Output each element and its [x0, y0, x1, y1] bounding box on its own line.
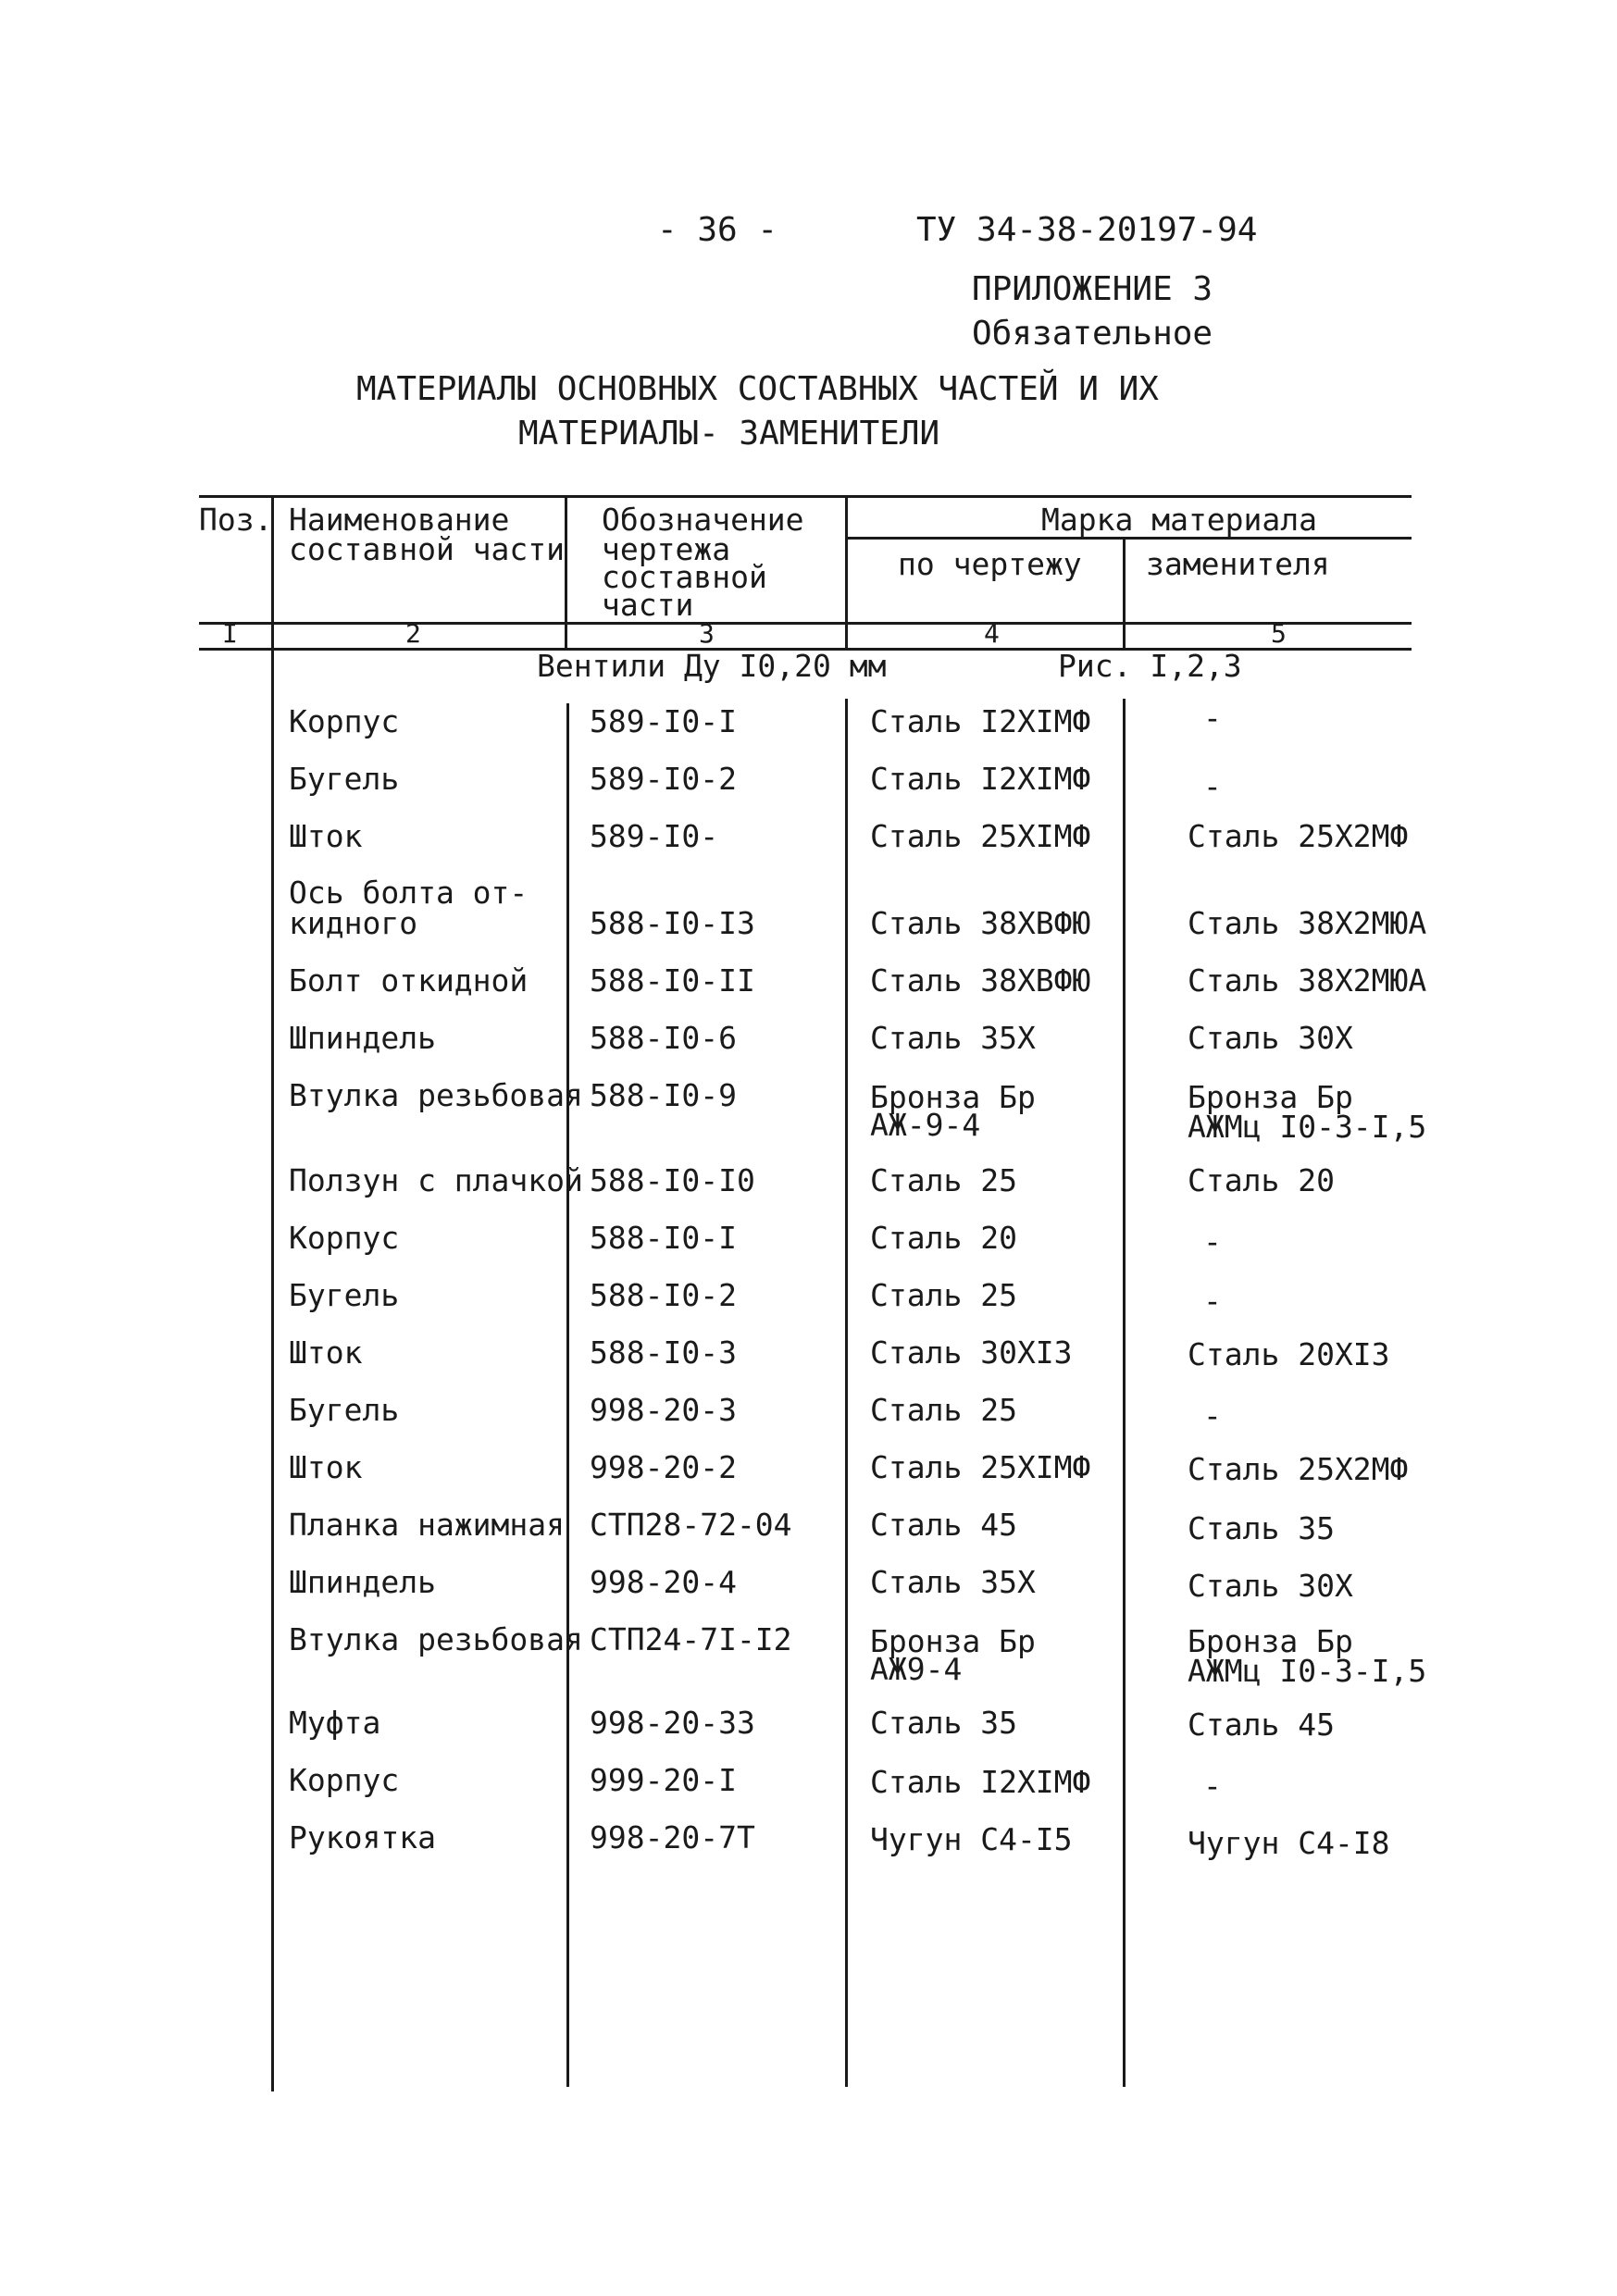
col-divider-3: [845, 699, 848, 2087]
col-number-5: 5: [1271, 618, 1287, 649]
appendix-status: Обязательное: [972, 315, 1213, 353]
row-2-substitute: -: [1203, 768, 1222, 804]
row-14-name: Планка нажимная: [289, 1507, 566, 1543]
row-13-material: Сталь 25XIМФ: [870, 1449, 1091, 1485]
header-by-drawing: по чертежу: [898, 546, 1082, 582]
row-7-name: Втулка резьбовая: [289, 1077, 583, 1113]
col-divider-4-header: [1123, 537, 1126, 648]
row-2-drawing: 589-I0-2: [590, 761, 737, 797]
row-17-substitute: Сталь 45: [1188, 1706, 1335, 1743]
appendix-label: ПРИЛОЖЕНИЕ 3: [972, 270, 1213, 308]
row-8-material: Сталь 25: [870, 1162, 1017, 1198]
title-line-2: МАТЕРИАЛЫ- ЗАМЕНИТЕЛИ: [518, 415, 940, 453]
header-bottom-border: [199, 622, 1412, 625]
row-4-name: Ось болта от-: [289, 875, 529, 911]
row-4-material: Сталь 38ХВФЮ: [870, 905, 1091, 941]
header-drawing-line-4: части: [602, 587, 694, 623]
page-number: - 36 -: [657, 211, 778, 249]
row-11-material: Сталь 30XI3: [870, 1334, 1073, 1371]
row-8-substitute: Сталь 20: [1188, 1162, 1335, 1198]
title-line-1: МАТЕРИАЛЫ ОСНОВНЫХ СОСТАВНЫХ ЧАСТЕЙ И ИХ: [356, 370, 1159, 408]
row-3-substitute: Сталь 25X2МФ: [1188, 818, 1409, 854]
row-16-substitute-continued: АЖМц I0-3-I,5: [1188, 1653, 1427, 1689]
row-6-material: Сталь 35Х: [870, 1020, 1036, 1056]
row-18-name: Корпус: [289, 1762, 400, 1798]
row-11-drawing: 588-I0-3: [590, 1334, 737, 1371]
header-name-line-1: Наименование: [289, 502, 510, 538]
col-number-3: 3: [699, 618, 715, 649]
row-19-name: Рукоятка: [289, 1819, 436, 1855]
row-10-material: Сталь 25: [870, 1277, 1017, 1313]
row-15-material: Сталь 35Х: [870, 1564, 1036, 1600]
header-name-line-2: составной части: [289, 531, 566, 567]
col-divider-4: [1123, 699, 1126, 2087]
row-11-substitute: Сталь 20XI3: [1188, 1336, 1390, 1372]
col-divider-2-header: [565, 495, 567, 648]
row-4-substitute: Сталь 38Х2МЮА: [1188, 905, 1427, 941]
row-10-name: Бугель: [289, 1277, 400, 1313]
header-drawing-line-2: чертежа: [602, 531, 731, 567]
row-13-drawing: 998-20-2: [590, 1449, 737, 1485]
col-divider-3-header: [845, 495, 848, 648]
row-9-drawing: 588-I0-I: [590, 1220, 737, 1256]
row-4-name-continued: кидного: [289, 905, 418, 941]
row-13-name: Шток: [289, 1449, 363, 1485]
row-7-substitute: Бронза Бр: [1188, 1079, 1353, 1115]
row-17-drawing: 998-20-33: [590, 1705, 755, 1741]
col-divider-2: [566, 703, 569, 2087]
col-number-1: I: [222, 618, 238, 649]
row-18-drawing: 999-20-I: [590, 1762, 737, 1798]
row-16-drawing: СТП24-7I-I2: [590, 1621, 792, 1657]
row-1-material: Сталь I2XIМФ: [870, 703, 1091, 739]
row-15-name: Шпиндель: [289, 1564, 436, 1600]
header-substitute: заменителя: [1146, 546, 1330, 582]
row-1-name: Корпус: [289, 703, 400, 739]
row-18-substitute: -: [1203, 1768, 1222, 1804]
document-code: ТУ 34-38-20197-94: [916, 211, 1258, 249]
row-9-material: Сталь 20: [870, 1220, 1017, 1256]
section-title: Вентили Ду I0,20 мм: [537, 648, 887, 684]
row-3-material: Сталь 25XIМФ: [870, 818, 1091, 854]
row-18-material: Сталь I2XIМФ: [870, 1764, 1091, 1800]
col-number-2: 2: [405, 618, 421, 649]
row-15-substitute: Сталь 30Х: [1188, 1568, 1353, 1604]
row-7-material: Бронза Бр: [870, 1079, 1036, 1115]
row-7-drawing: 588-I0-9: [590, 1077, 737, 1113]
row-2-name: Бугель: [289, 761, 400, 797]
row-8-name: Ползун с плачкой: [289, 1162, 583, 1198]
row-2-material: Сталь I2XIМФ: [870, 761, 1091, 797]
row-14-substitute: Сталь 35: [1188, 1510, 1335, 1546]
row-16-name: Втулка резьбовая: [289, 1621, 583, 1657]
row-19-drawing: 998-20-7Т: [590, 1819, 755, 1855]
header-drawing-line-3: составной: [602, 559, 767, 595]
row-16-material-continued: АЖ9-4: [870, 1651, 963, 1687]
row-9-name: Корпус: [289, 1220, 400, 1256]
row-6-substitute: Сталь 30Х: [1188, 1020, 1353, 1056]
row-5-material: Сталь 38ХВФЮ: [870, 962, 1091, 999]
row-3-drawing: 589-I0-: [590, 818, 719, 854]
row-17-material: Сталь 35: [870, 1705, 1017, 1741]
header-position: Поз.: [199, 502, 273, 538]
row-5-substitute: Сталь 38Х2МЮА: [1188, 962, 1427, 999]
header-drawing-line-1: Обозначение: [602, 502, 804, 538]
row-7-material-continued: АЖ-9-4: [870, 1107, 981, 1143]
row-12-material: Сталь 25: [870, 1392, 1017, 1428]
row-17-name: Муфта: [289, 1705, 381, 1741]
row-4-drawing: 588-I0-I3: [590, 905, 755, 941]
row-5-drawing: 588-I0-II: [590, 962, 755, 999]
col-divider-1: [271, 495, 274, 2091]
row-12-substitute: -: [1203, 1397, 1222, 1433]
row-11-name: Шток: [289, 1334, 363, 1371]
row-16-substitute: Бронза Бр: [1188, 1623, 1353, 1659]
table-top-border: [199, 495, 1412, 498]
row-10-drawing: 588-I0-2: [590, 1277, 737, 1313]
col-number-4: 4: [984, 618, 1000, 649]
row-10-substitute: -: [1203, 1283, 1222, 1319]
row-19-substitute: Чугун С4-I8: [1188, 1825, 1390, 1861]
row-6-drawing: 588-I0-6: [590, 1020, 737, 1056]
row-13-substitute: Сталь 25X2МФ: [1188, 1451, 1409, 1487]
row-8-drawing: 588-I0-I0: [590, 1162, 755, 1198]
row-15-drawing: 998-20-4: [590, 1564, 737, 1600]
row-19-material: Чугун С4-I5: [870, 1821, 1073, 1857]
row-1-drawing: 589-I0-I: [590, 703, 737, 739]
row-14-material: Сталь 45: [870, 1507, 1017, 1543]
row-12-drawing: 998-20-3: [590, 1392, 737, 1428]
row-6-name: Шпиндель: [289, 1020, 436, 1056]
section-figure: Рис. I,2,3: [1058, 648, 1242, 684]
row-12-name: Бугель: [289, 1392, 400, 1428]
header-material: Марка материала: [1041, 502, 1318, 538]
row-1-substitute: -: [1203, 700, 1222, 736]
row-14-drawing: СТП28-72-04: [590, 1507, 792, 1543]
row-7-substitute-continued: АЖМц I0-3-I,5: [1188, 1109, 1427, 1145]
row-5-name: Болт откидной: [289, 962, 529, 999]
row-16-material: Бронза Бр: [870, 1623, 1036, 1659]
row-9-substitute: -: [1203, 1223, 1222, 1260]
row-3-name: Шток: [289, 818, 363, 854]
